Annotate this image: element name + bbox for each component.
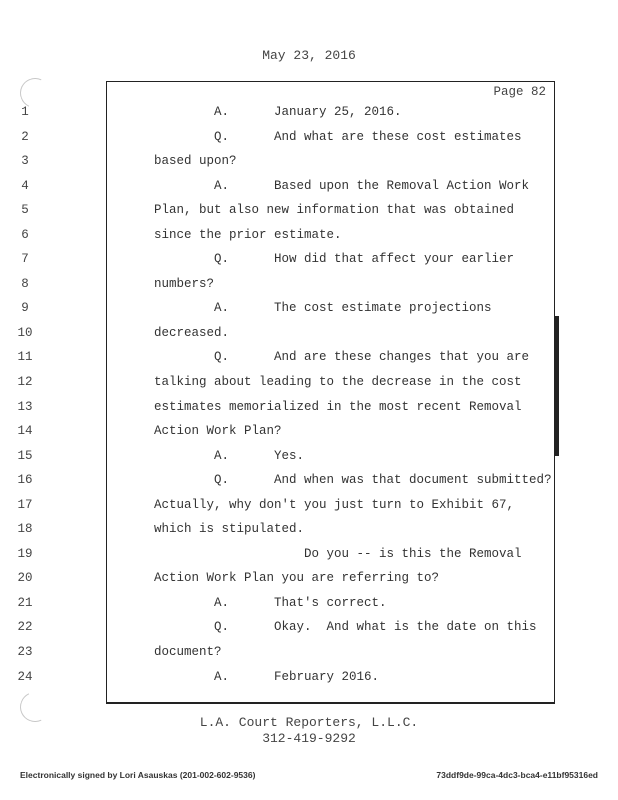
line-number: 23 <box>17 645 33 660</box>
reporter-company: L.A. Court Reporters, L.L.C. <box>199 715 419 730</box>
transcript-lines <box>17 101 554 690</box>
line-number: 6 <box>21 227 29 242</box>
transcript-line <box>21 297 554 322</box>
transcript-line <box>17 518 554 543</box>
reporter-phone: 312-419-9292 <box>262 731 356 746</box>
transcript-line <box>17 469 554 494</box>
transcript-line <box>21 175 554 200</box>
line-number: 16 <box>17 473 33 488</box>
transcript-line <box>17 616 554 641</box>
line-text: Q. Okay. And what is the date on this <box>154 620 537 635</box>
line-number: 7 <box>21 252 29 267</box>
transcript-line <box>17 346 554 371</box>
transcript-line <box>17 666 554 691</box>
line-number: 14 <box>17 424 33 439</box>
electronic-signature: Electronically signed by Lori Asauskas (201-002-602-9536) <box>20 770 256 780</box>
page-edge-mark <box>555 316 559 456</box>
line-text: A. January 25, 2016. <box>154 105 402 119</box>
line-number: 3 <box>21 154 29 169</box>
line-number: 22 <box>17 620 33 635</box>
line-number: 4 <box>21 178 29 193</box>
transcript-line <box>17 494 554 519</box>
transcript-page <box>17 81 555 704</box>
line-number: 11 <box>17 350 33 365</box>
line-text: Do you -- is this the Removal <box>154 546 522 561</box>
line-text: since the prior estimate. <box>154 227 342 242</box>
transcript-line <box>21 273 554 298</box>
line-text: A. That's correct. <box>154 595 387 610</box>
line-text: Action Work Plan you are referring to? <box>154 571 440 586</box>
line-number: 19 <box>17 546 33 561</box>
line-text: which is stipulated. <box>154 522 305 537</box>
line-text: Action Work Plan? <box>154 424 282 439</box>
transcript-line <box>21 199 554 224</box>
transcript-line <box>17 592 554 617</box>
line-text: numbers? <box>154 276 215 291</box>
transcript-line <box>17 396 554 421</box>
transcript-line <box>21 126 554 151</box>
line-number: 18 <box>17 522 33 537</box>
line-text: Q. And what are these cost estimates <box>154 129 522 144</box>
line-text: Plan, but also new information that was obtained <box>154 203 515 218</box>
line-number: 10 <box>17 325 33 340</box>
line-number: 24 <box>17 669 33 684</box>
transcript-line <box>21 224 554 249</box>
line-text: A. Based upon the Removal Action Work <box>154 178 530 193</box>
document-hash: 73ddf9de-99ca-4dc3-bca4-e11bf95316ed <box>436 770 598 780</box>
line-number: 15 <box>17 448 33 463</box>
line-number: 12 <box>17 375 33 390</box>
line-text: based upon? <box>154 154 237 169</box>
transcript-line <box>17 567 554 592</box>
line-text: Q. And when was that document submitted? <box>154 473 552 488</box>
transcript-line <box>21 248 554 273</box>
transcript-line <box>17 445 554 470</box>
line-text: Actually, why don't you just turn to Exhibit 67, <box>154 497 515 512</box>
line-text: talking about leading to the decrease in the cost <box>154 375 522 390</box>
line-text: A. February 2016. <box>154 669 380 684</box>
line-text: A. The cost estimate projections <box>154 301 492 316</box>
line-text: A. Yes. <box>154 448 305 463</box>
line-number: 13 <box>17 399 33 414</box>
transcript-line <box>21 101 554 126</box>
transcript-line <box>17 322 554 347</box>
line-text: estimates memorialized in the most recent Removal <box>154 399 522 414</box>
transcript-line <box>17 420 554 445</box>
transcript-line <box>17 543 554 568</box>
line-text: document? <box>154 645 222 660</box>
line-text: Q. And are these changes that you are <box>154 350 530 365</box>
transcript-line <box>17 641 554 666</box>
line-number: 5 <box>21 203 29 218</box>
line-number: 2 <box>21 129 29 144</box>
line-text: decreased. <box>154 325 230 340</box>
line-number: 20 <box>17 571 33 586</box>
line-number: 1 <box>21 105 29 119</box>
line-text: Q. How did that affect your earlier <box>154 252 515 267</box>
line-number: 21 <box>17 595 33 610</box>
line-number: 9 <box>21 301 29 316</box>
transcript-line <box>17 371 554 396</box>
transcript-date: May 23, 2016 <box>262 48 356 63</box>
line-number: 8 <box>21 276 29 291</box>
page-number: Page 82 <box>493 85 546 99</box>
line-number: 17 <box>17 497 33 512</box>
transcript-line <box>21 150 554 175</box>
